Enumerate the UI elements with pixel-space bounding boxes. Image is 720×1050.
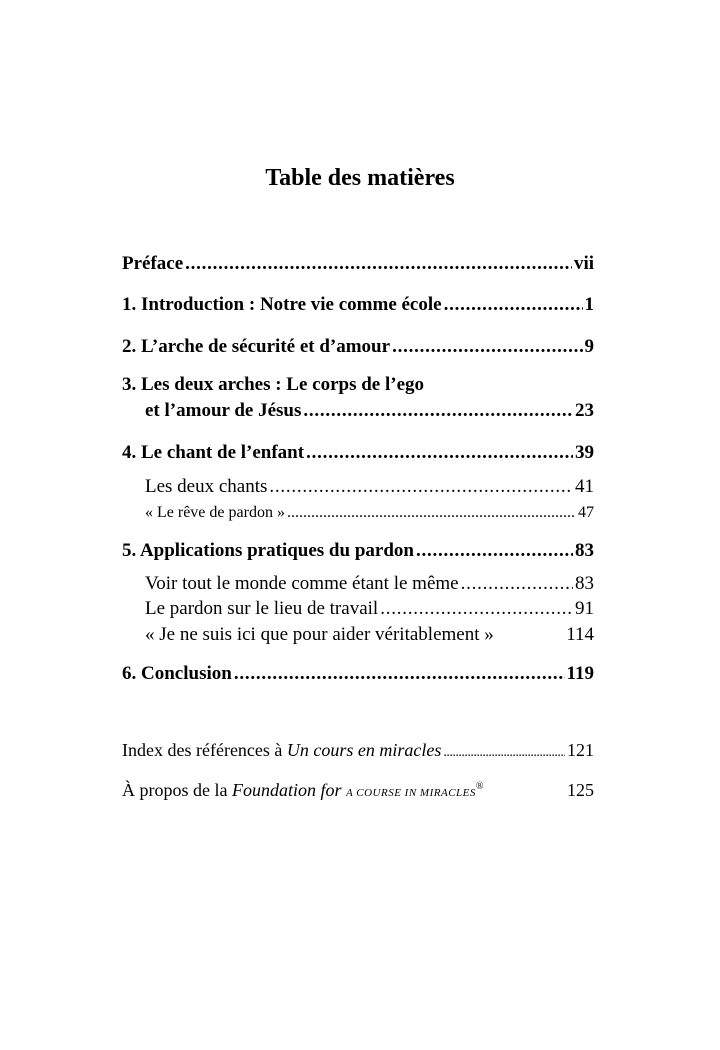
toc-label: et l’amour de Jésus (145, 400, 302, 421)
toc-page: 39 (575, 442, 594, 463)
dot-leader (416, 540, 573, 562)
toc-entry-ch3-line1[interactable]: 3. Les deux arches : Le corps de l’ego (122, 374, 425, 395)
toc-entry-ch4[interactable] (122, 442, 594, 464)
toc-entry-preface[interactable] (122, 253, 594, 275)
dot-leader (234, 663, 565, 685)
page-title: Table des matières (265, 165, 455, 191)
toc-entry-ch1[interactable] (122, 294, 594, 316)
toc-label (122, 740, 441, 761)
toc-page: 9 (584, 336, 594, 357)
toc-entry-ch3[interactable] (145, 400, 594, 422)
toc-page: 41 (575, 476, 594, 497)
dot-leader (287, 504, 576, 522)
toc-entry-ch5-sub1[interactable] (145, 573, 594, 595)
toc-label: Le pardon sur le lieu de travail (145, 598, 379, 619)
toc-entry-ch5[interactable] (122, 540, 594, 562)
toc-entry-ch5-sub3[interactable] (145, 624, 594, 646)
dot-leader (303, 400, 573, 422)
toc-page: 91 (575, 598, 594, 619)
toc-label: 6. Conclusion (122, 663, 232, 684)
toc-page: vii (573, 253, 594, 274)
dot-leader (444, 294, 583, 316)
toc-entry-ch4-sub1[interactable] (145, 476, 594, 498)
toc-label: 1. Introduction : Notre vie comme école (122, 294, 442, 315)
toc-entry-index[interactable] (122, 740, 594, 761)
dot-leader (380, 598, 573, 620)
toc-page: 119 (566, 663, 594, 684)
dot-leader (306, 442, 573, 464)
dot-leader (461, 573, 573, 595)
toc-page: 23 (575, 400, 594, 421)
dot-leader (392, 336, 582, 358)
toc-label: Les deux chants (145, 476, 268, 497)
registered-mark: ® (475, 781, 484, 792)
toc-entry-ch6[interactable] (122, 663, 594, 685)
toc-label: « Je ne suis ici que pour aider véritablement » (145, 624, 494, 645)
toc-label: Préface (122, 253, 184, 274)
toc-page: 114 (566, 624, 594, 645)
toc-page: 125 (567, 780, 594, 800)
about-course-name: A COURSE IN MIRACLES (346, 787, 476, 799)
toc-label: Voir tout le monde comme étant le même (145, 573, 459, 594)
toc-entry-about[interactable] (122, 780, 594, 801)
dot-leader (269, 476, 573, 498)
toc-page: 83 (575, 573, 594, 594)
toc-entry-ch5-sub2[interactable] (145, 598, 594, 620)
toc-entry-ch2[interactable] (122, 336, 594, 358)
toc-label: 2. L’arche de sécurité et d’amour (122, 336, 391, 357)
index-book-title: Un cours en miracles (286, 740, 442, 760)
toc-entry-ch4-sub2[interactable] (145, 504, 594, 522)
toc-page: 47 (578, 504, 594, 521)
toc-label (122, 780, 483, 801)
dot-leader (185, 253, 572, 275)
toc-label: 5. Applications pratiques du pardon (122, 540, 414, 561)
about-prefix: À propos de la (122, 780, 228, 800)
toc-label: « Le rêve de pardon » (145, 504, 285, 521)
toc-page: 1 (584, 294, 594, 315)
about-foundation: Foundation for (231, 780, 342, 800)
toc-label: 4. Le chant de l’enfant (122, 442, 305, 463)
dot-leader (443, 745, 565, 761)
toc-page: 121 (567, 740, 594, 760)
toc-page: 83 (575, 540, 594, 561)
index-prefix: Index des références à (122, 740, 283, 760)
